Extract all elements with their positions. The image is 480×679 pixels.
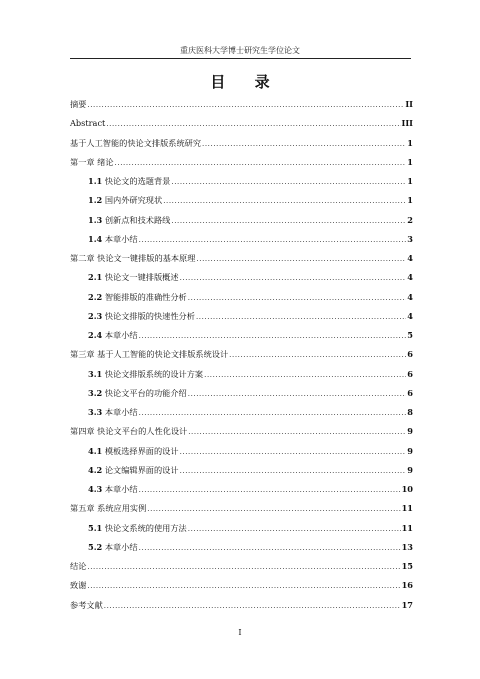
toc-title: 目 录 bbox=[210, 73, 282, 91]
toc-entry-text: 快论文一键排版概述 bbox=[104, 272, 179, 283]
toc-entry-text: 快论文平台的功能介绍 bbox=[104, 387, 187, 398]
toc-dot-leader bbox=[139, 481, 401, 500]
toc-dot-leader bbox=[163, 192, 406, 211]
toc-page-number: 4 bbox=[407, 253, 413, 263]
toc-entry-text: 第二章 快论文一键排版的基本原理 bbox=[70, 253, 196, 263]
toc-subsection-entry[interactable] bbox=[70, 538, 413, 557]
toc-entry-text: 本章小结 bbox=[104, 330, 138, 340]
running-header: 重庆医科大学博士研究生学位论文 bbox=[180, 46, 300, 55]
toc-entry-text: Abstract bbox=[70, 118, 106, 129]
toc-entry-text: 论文编辑界面的设计 bbox=[104, 464, 179, 475]
toc-page-number: 10 bbox=[401, 484, 413, 494]
toc-entry-label bbox=[88, 365, 203, 384]
toc-dot-leader bbox=[180, 269, 407, 288]
toc-entry-label bbox=[70, 134, 201, 153]
toc-entry-label bbox=[88, 461, 179, 480]
toc-page-number: 17 bbox=[401, 599, 413, 610]
toc-entry-label bbox=[70, 557, 86, 576]
toc-chapter-entry[interactable] bbox=[70, 134, 413, 153]
toc-dot-leader bbox=[188, 520, 401, 539]
toc-subsection-entry[interactable] bbox=[70, 307, 413, 326]
toc-subsection-entry[interactable] bbox=[70, 442, 413, 461]
toc-entry-text: 本章小结 bbox=[104, 233, 138, 244]
toc-entry-number: 2.4 bbox=[88, 330, 103, 340]
toc-dot-leader bbox=[139, 539, 401, 558]
toc-entry-number: 4.1 bbox=[88, 445, 103, 456]
toc-entry-text: 本章小结 bbox=[104, 541, 138, 552]
toc-chapter-entry[interactable] bbox=[70, 153, 413, 172]
toc-chapter-entry[interactable] bbox=[70, 422, 413, 441]
toc-subsection-entry[interactable] bbox=[70, 268, 413, 287]
toc-page-number: 11 bbox=[401, 522, 413, 533]
toc-dot-leader bbox=[202, 135, 406, 154]
page-number: I bbox=[238, 628, 242, 637]
toc-entry-label bbox=[70, 153, 114, 172]
toc-page-number: 1 bbox=[407, 176, 413, 186]
toc-page-number: 1 bbox=[407, 156, 413, 167]
toc-entry-text: 创新点和技术路线 bbox=[104, 214, 171, 225]
toc-dot-leader bbox=[139, 327, 407, 346]
toc-chapter-entry[interactable] bbox=[70, 95, 413, 114]
toc-entry-text: 本章小结 bbox=[104, 407, 138, 417]
toc-subsection-entry[interactable] bbox=[70, 480, 413, 499]
toc-entry-text: 国内外研究现状 bbox=[104, 195, 163, 206]
toc-entry-label bbox=[70, 499, 146, 518]
toc-page-number: 9 bbox=[407, 426, 413, 437]
toc-entry-text: 基于人工智能的快论文排版系统研究 bbox=[70, 137, 202, 148]
toc-page-number: 11 bbox=[401, 503, 413, 514]
toc-dot-leader bbox=[180, 443, 407, 462]
toc-subsection-entry[interactable] bbox=[70, 403, 413, 422]
toc-entry-text: 第三章 基于人工智能的快论文排版系统设计 bbox=[70, 349, 229, 360]
toc-page-number: 4 bbox=[407, 291, 413, 302]
toc-entry-number: 5.1 bbox=[88, 522, 103, 533]
toc-entry-text: 快论文的选题背景 bbox=[104, 176, 171, 186]
toc-dot-leader bbox=[188, 423, 406, 442]
toc-entry-label bbox=[88, 288, 187, 307]
toc-entry-label bbox=[70, 576, 86, 595]
toc-subsection-entry[interactable] bbox=[70, 288, 413, 307]
toc-subsection-entry[interactable] bbox=[70, 211, 413, 230]
toc-entry-label bbox=[88, 403, 138, 422]
toc-subsection-entry[interactable] bbox=[70, 365, 413, 384]
toc-page-number: 6 bbox=[407, 368, 413, 379]
toc-subsection-entry[interactable] bbox=[70, 230, 413, 249]
toc-entry-label bbox=[70, 249, 195, 268]
toc-dot-leader bbox=[196, 250, 406, 269]
toc-entry-text: 第一章 绪论 bbox=[70, 156, 114, 167]
toc-entry-label bbox=[88, 326, 138, 345]
toc-dot-leader bbox=[188, 289, 407, 308]
toc-chapter-entry[interactable] bbox=[70, 345, 413, 364]
toc-page-number: 15 bbox=[401, 561, 413, 571]
toc-entry-number: 2.1 bbox=[88, 272, 103, 283]
toc-dot-leader bbox=[204, 366, 406, 385]
toc-entry-label bbox=[88, 268, 179, 287]
toc-entry-label bbox=[88, 538, 138, 557]
toc-entry-text: 快论文排版的快速性分析 bbox=[104, 310, 195, 321]
toc-entry-number: 2.2 bbox=[88, 291, 103, 302]
toc-page-number: 5 bbox=[407, 330, 413, 340]
toc-entry-label bbox=[88, 307, 195, 326]
toc-dot-leader bbox=[139, 231, 407, 250]
toc-entry-label bbox=[88, 384, 187, 403]
toc-entry-number: 1.3 bbox=[88, 214, 103, 225]
toc-entry-number: 1.1 bbox=[88, 176, 103, 186]
toc-entry-label bbox=[88, 480, 138, 499]
toc-dot-leader bbox=[196, 308, 406, 327]
toc-dot-leader bbox=[87, 96, 404, 115]
toc-dot-leader bbox=[106, 115, 400, 134]
toc-subsection-entry[interactable] bbox=[70, 326, 413, 345]
toc-entry-label bbox=[70, 114, 105, 133]
toc-entry-text: 第四章 快论文平台的人性化设计 bbox=[70, 426, 188, 437]
toc-entry-text: 摘要 bbox=[70, 99, 87, 109]
toc-dot-leader bbox=[171, 173, 406, 192]
toc-page-number: 3 bbox=[407, 233, 413, 244]
toc-dot-leader bbox=[104, 597, 401, 616]
toc-entry-text: 致谢 bbox=[70, 580, 87, 591]
toc-chapter-entry[interactable] bbox=[70, 499, 413, 518]
header-rule bbox=[70, 58, 411, 59]
toc-entry-text: 快论文排版系统的设计方案 bbox=[104, 368, 204, 379]
toc-chapter-entry[interactable] bbox=[70, 249, 413, 268]
toc-page-number: 9 bbox=[407, 445, 413, 456]
toc-subsection-entry[interactable] bbox=[70, 191, 413, 210]
toc-entry-label bbox=[88, 519, 187, 538]
toc-entry-label bbox=[70, 422, 187, 441]
toc-entry-number: 5.2 bbox=[88, 541, 103, 552]
toc-page-number: 1 bbox=[407, 195, 413, 206]
toc-entry-number: 4.3 bbox=[88, 484, 103, 494]
toc-page-number: 2 bbox=[407, 214, 413, 225]
toc-subsection-entry[interactable] bbox=[70, 519, 413, 538]
toc-dot-leader bbox=[139, 404, 407, 423]
toc-subsection-entry[interactable] bbox=[70, 172, 413, 191]
toc-entry-number: 1.2 bbox=[88, 195, 103, 206]
toc-page-number: 9 bbox=[407, 464, 413, 475]
toc-dot-leader bbox=[147, 500, 400, 519]
toc-entry-label bbox=[88, 442, 179, 461]
toc-subsection-entry[interactable] bbox=[70, 384, 413, 403]
toc-chapter-entry[interactable] bbox=[70, 596, 413, 615]
toc-page-number: II bbox=[405, 99, 413, 109]
toc-dot-leader bbox=[188, 385, 407, 404]
toc-entry-number: 1.4 bbox=[88, 233, 103, 244]
toc-page-number: 4 bbox=[407, 272, 413, 283]
toc-dot-leader bbox=[171, 212, 406, 231]
toc-page-number: 16 bbox=[401, 580, 413, 591]
toc-dot-leader bbox=[87, 577, 400, 596]
toc-page-number: 8 bbox=[407, 407, 413, 417]
toc-dot-leader bbox=[87, 558, 400, 577]
toc-entry-label bbox=[70, 345, 228, 364]
table-of-contents bbox=[70, 95, 413, 615]
toc-page-number: III bbox=[401, 118, 413, 129]
toc-entry-text: 快论文系统的使用方法 bbox=[104, 522, 187, 533]
toc-entry-label bbox=[88, 211, 170, 230]
toc-entry-label bbox=[88, 191, 162, 210]
toc-entry-number: 3.2 bbox=[88, 387, 103, 398]
toc-page-number: 4 bbox=[407, 310, 413, 321]
toc-page-number: 6 bbox=[407, 349, 413, 360]
toc-entry-label bbox=[70, 95, 86, 114]
toc-subsection-entry[interactable] bbox=[70, 461, 413, 480]
toc-chapter-entry[interactable] bbox=[70, 576, 413, 595]
toc-entry-number: 4.2 bbox=[88, 464, 103, 475]
toc-page-number: 1 bbox=[407, 137, 413, 148]
toc-entry-number: 3.1 bbox=[88, 368, 103, 379]
toc-entry-label bbox=[88, 172, 170, 191]
toc-entry-text: 结论 bbox=[70, 561, 87, 571]
toc-entry-text: 本章小结 bbox=[104, 484, 138, 494]
toc-entry-label bbox=[88, 230, 138, 249]
toc-entry-label bbox=[70, 596, 103, 615]
toc-dot-leader bbox=[115, 154, 407, 173]
toc-chapter-entry[interactable] bbox=[70, 114, 413, 133]
toc-entry-number: 2.3 bbox=[88, 310, 103, 321]
toc-entry-text: 模板选择界面的设计 bbox=[104, 445, 179, 456]
toc-entry-number: 3.3 bbox=[88, 407, 103, 417]
toc-entry-text: 第五章 系统应用实例 bbox=[70, 503, 147, 514]
toc-entry-text: 智能排版的准确性分析 bbox=[104, 291, 187, 302]
toc-dot-leader bbox=[180, 462, 407, 481]
toc-page-number: 13 bbox=[401, 541, 413, 552]
toc-chapter-entry[interactable] bbox=[70, 557, 413, 576]
toc-entry-text: 参考文献 bbox=[70, 599, 103, 610]
toc-page-number: 6 bbox=[407, 387, 413, 398]
toc-dot-leader bbox=[229, 346, 406, 365]
